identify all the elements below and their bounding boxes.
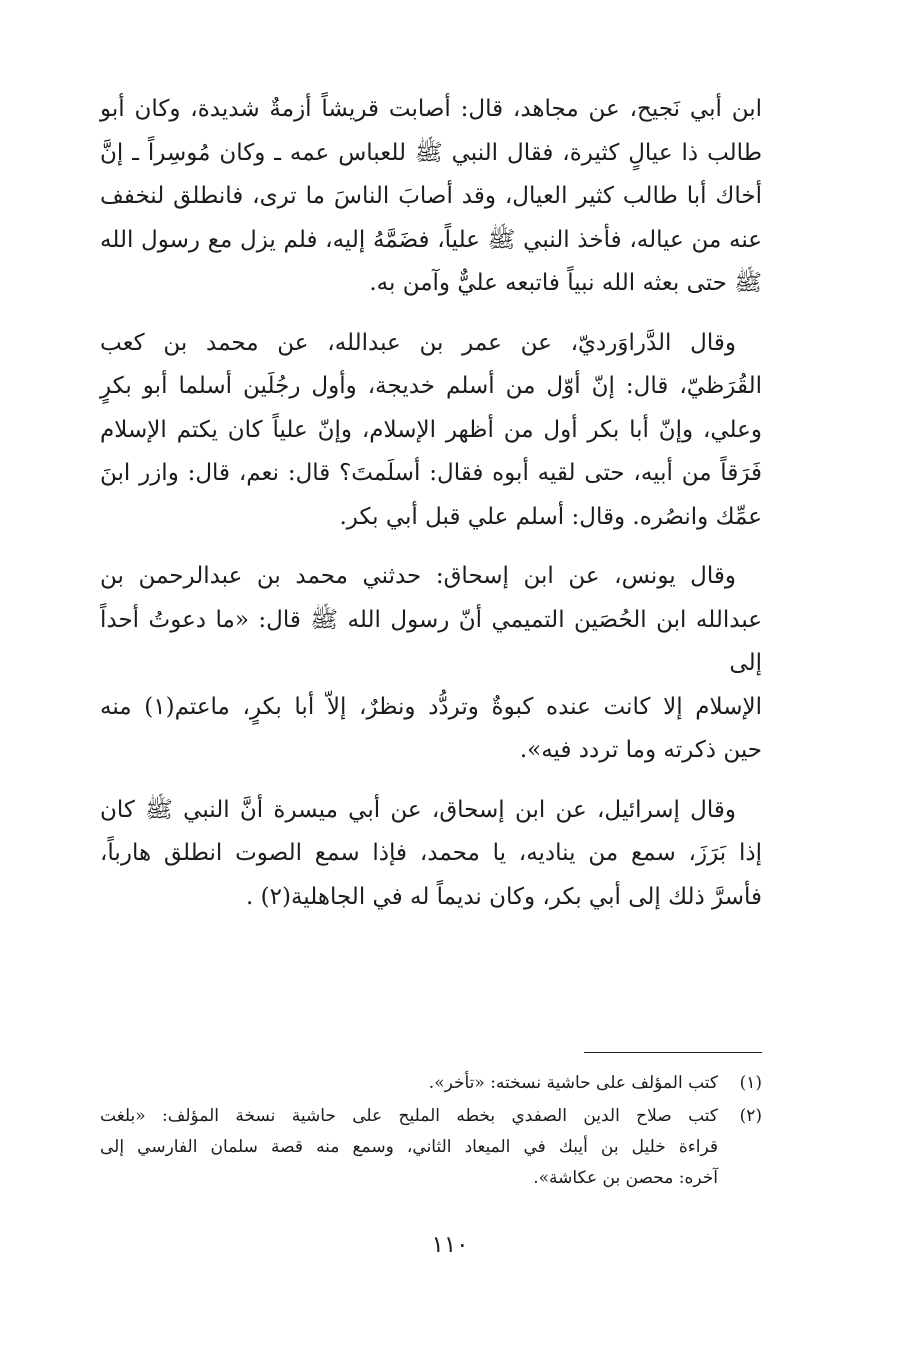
footnote-number: (١) (739, 1073, 762, 1093)
text-line: ابن أبي نَجيح، عن مجاهد، قال: أصابت قريشاً أزمةٌ شديدة، وكان أبو (100, 96, 762, 122)
text-line: فَرَقاً من أبيه، حتى لقيه أبوه فقال: أسلَمتَ؟ قال: نعم، قال: وازر ابنَ (100, 460, 762, 486)
footnote-number: (٢) (739, 1106, 762, 1126)
paragraph-2 (100, 322, 762, 540)
footnote-line: كتب صلاح الدين الصفدي بخطه المليح على حاشية نسخة المؤلف: «بلغت (100, 1106, 718, 1126)
footnote-divider (584, 1052, 762, 1053)
paragraph-4 (100, 789, 762, 920)
paragraph-3 (100, 555, 762, 773)
footnote-line: قراءة خليل بن أيبك في الميعاد الثاني، وسمع منه قصة سلمان الفارسي إلى (100, 1137, 718, 1157)
footnote-line: آخره: محصن بن عكاشة». (533, 1168, 718, 1188)
text-line: وقال إسرائيل، عن ابن إسحاق، عن أبي ميسرة أنَّ النبي ﷺ كان (100, 796, 736, 823)
text-line: فأسرَّ ذلك إلى أبي بكر، وكان نديماً له في الجاهلية(٢) . (246, 883, 762, 910)
text-line: طالب ذا عيالٍ كثيرة، فقال النبي ﷺ للعباس عمه ـ وكان مُوسِراً ـ إنَّ (100, 139, 762, 166)
footnote-2 (100, 1101, 762, 1194)
footnote-text (100, 1101, 718, 1194)
text-line: ﷺ حتى بعثه الله نبياً فاتبعه عليٌّ وآمن به. (369, 270, 762, 296)
footnote-line: كتب المؤلف على حاشية نسخته: «تأخر». (428, 1073, 718, 1093)
text-line: وعلي، وإنّ أبا بكر أول من أظهر الإسلام، وإنّ علياً كان يكتم الإسلام (100, 416, 762, 443)
text-line: عمِّك وانصُره. وقال: أسلم علي قبل أبي بكر. (339, 503, 762, 530)
footnote-1 (100, 1068, 762, 1099)
text-line: وقال الدَّراوَرديّ، عن عمر بن عبدالله، عن محمد بن كعب (100, 329, 736, 356)
text-line: عبدالله ابن الحُصَين التميمي أنّ رسول الله ﷺ قال: «ما دعوتُ أحداً إلى (100, 606, 762, 676)
paragraph-1 (100, 88, 762, 306)
text-line: القُرَظيّ، قال: إنّ أوّل من أسلم خديجة، وأول رجُلَين أسلما أبو بكرٍ (100, 373, 762, 399)
footnote-text (100, 1068, 718, 1099)
text-line: وقال يونس، عن ابن إسحاق: حدثني محمد بن عبدالرحمن بن (100, 563, 736, 589)
text-line: حين ذكرته وما تردد فيه». (519, 737, 762, 763)
text-line: عنه من عياله، فأخذ النبي ﷺ علياً، فضَمَّهُ إليه، فلم يزل مع رسول الله (100, 226, 762, 253)
text-line: إذا بَرَزَ، سمع من يناديه، يا محمد، فإذا سمع الصوت انطلق هارباً، (100, 840, 762, 866)
text-line: أخاك أبا طالب كثير العيال، وقد أصابَ الناسَ ما ترى، فانطلق لنخفف (100, 183, 762, 209)
text-line: الإسلام إلا كانت عنده كبوةٌ وتردُّد ونظرٌ، إلاّ أبا بكرٍ، ماعتم(١) منه (100, 693, 762, 720)
footnotes (100, 1068, 762, 1196)
page-body (100, 88, 762, 935)
page-number: ١١٠ (431, 1232, 469, 1258)
